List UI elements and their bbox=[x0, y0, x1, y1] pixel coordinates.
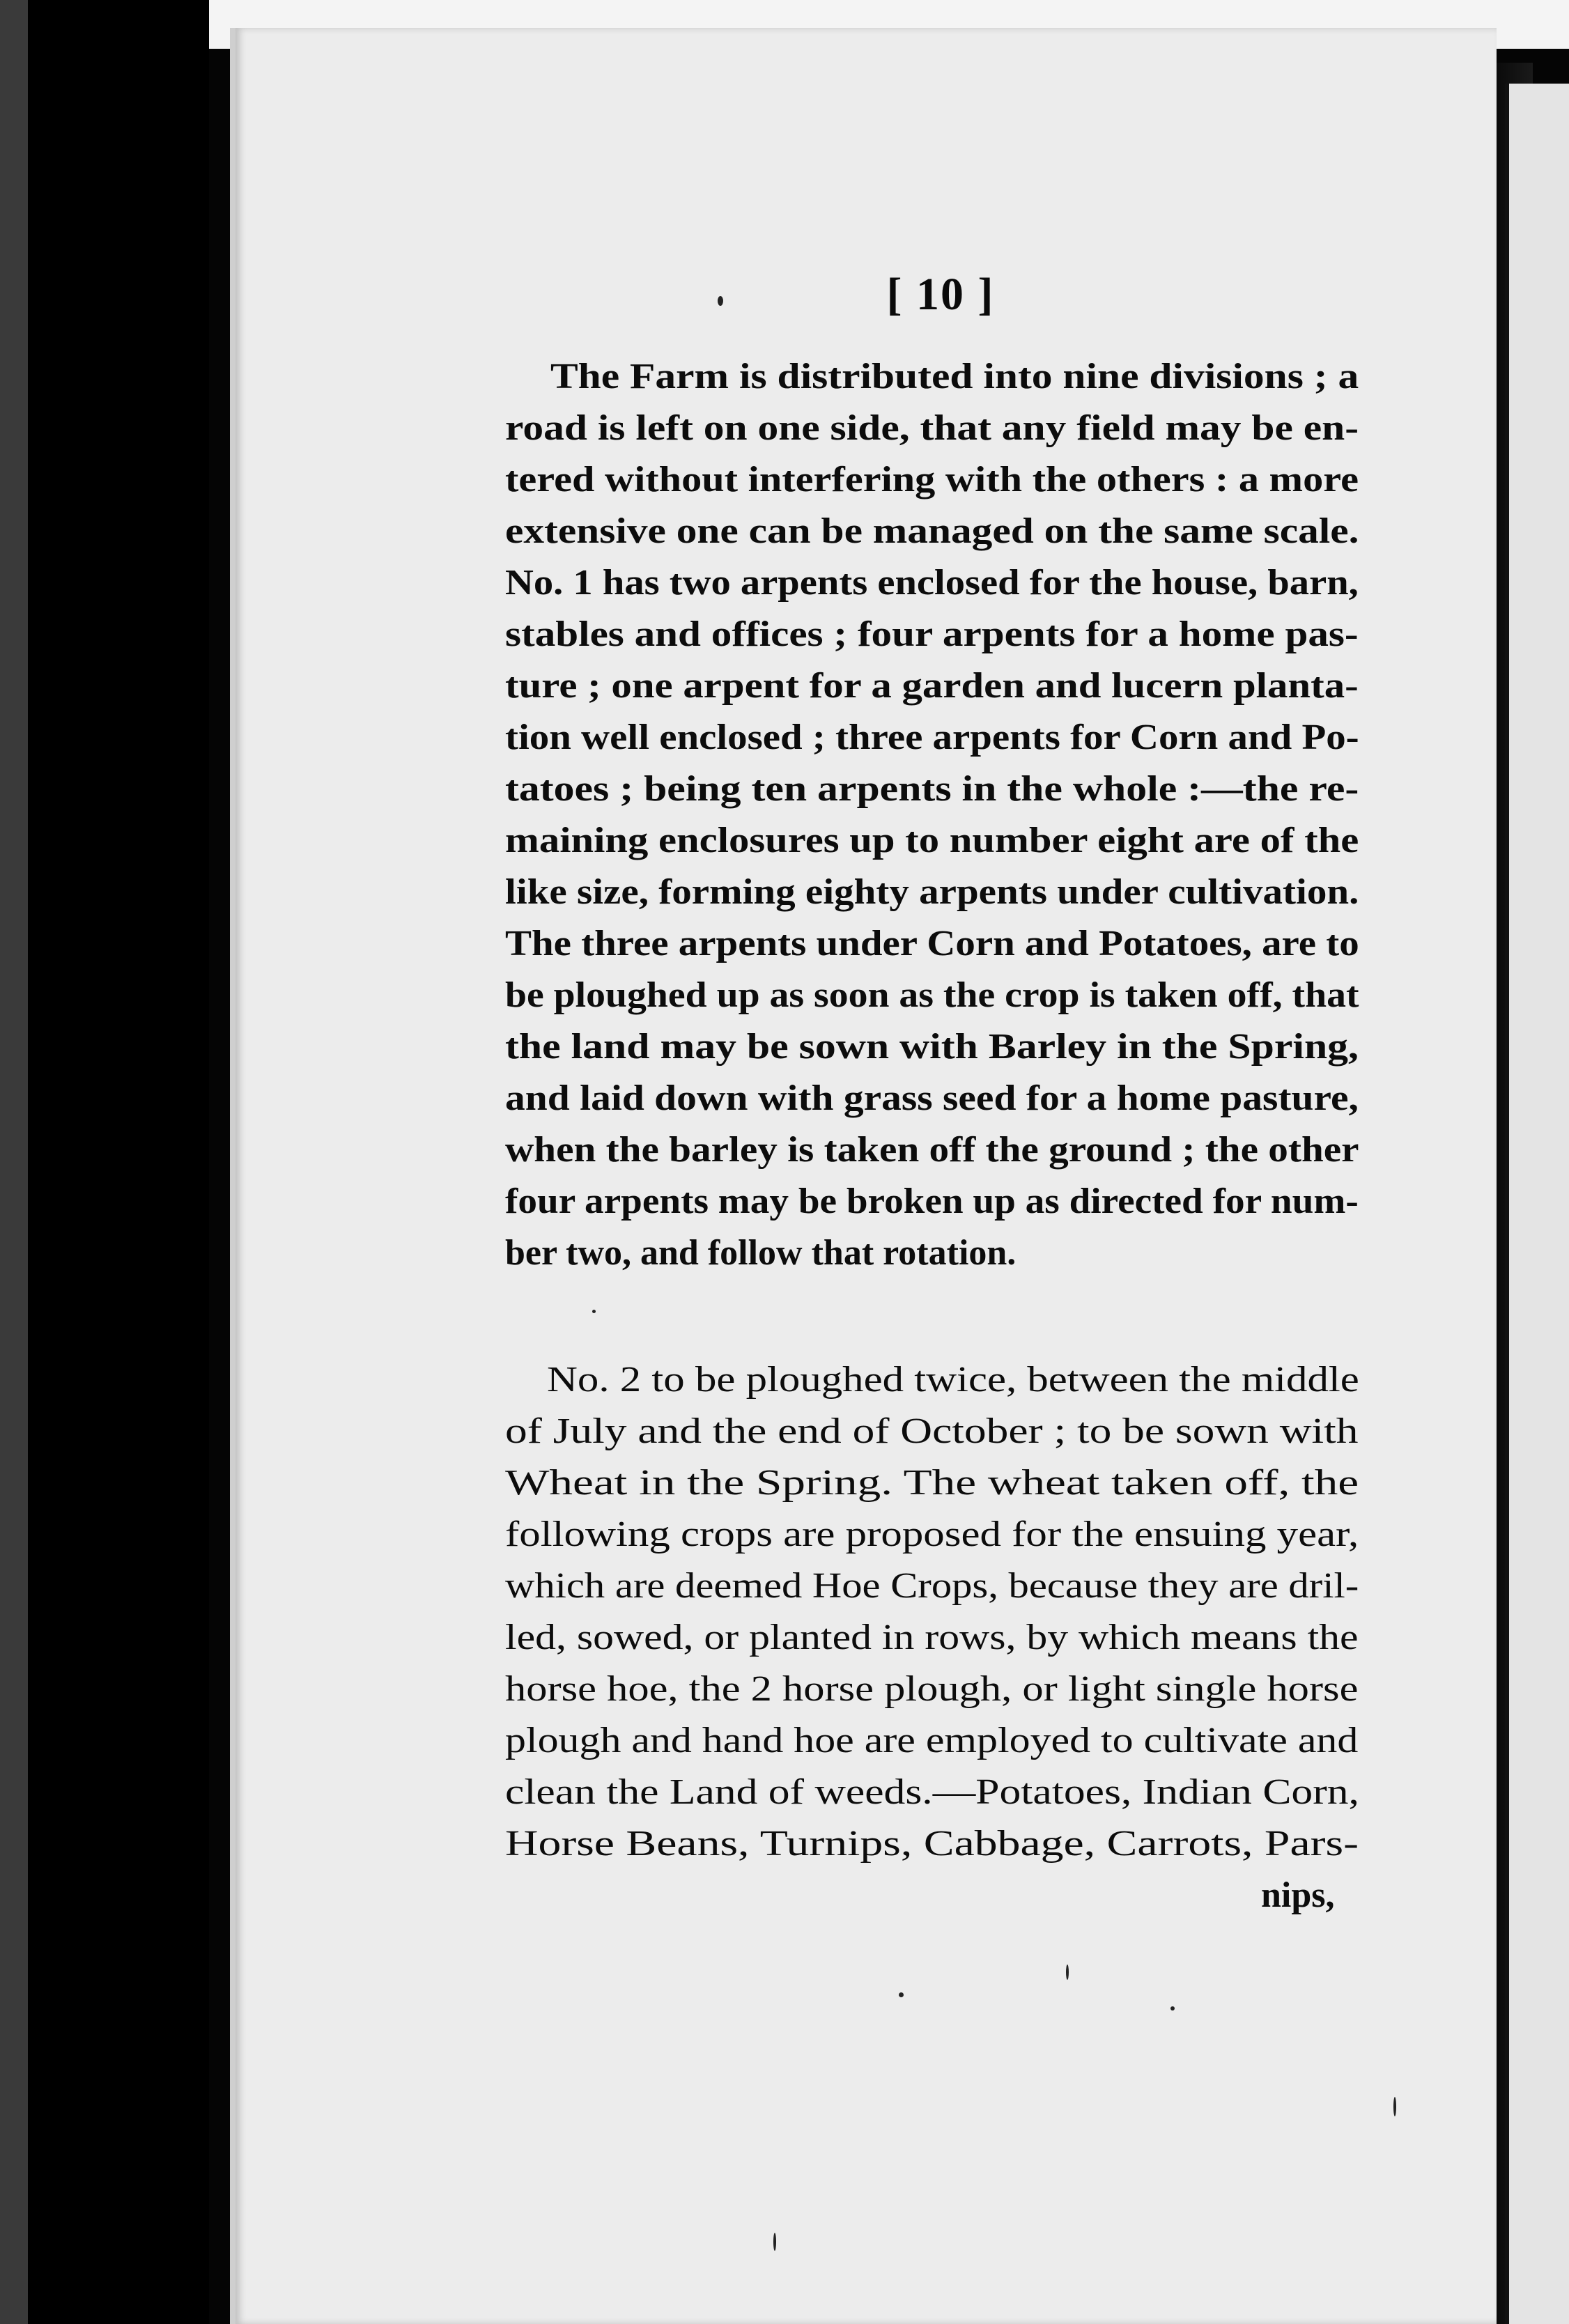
text-line: clean the Land of weeds.—Potatoes, Indian Corn, bbox=[505, 1772, 1359, 1812]
adjacent-page-edge bbox=[1505, 84, 1569, 2324]
text-line: tatoes ; being ten arpents in the whole :—the re- bbox=[505, 769, 1359, 809]
text-line: tered without interfering with the others : a more bbox=[505, 460, 1359, 499]
text-line: Horse Beans, Turnips, Cabbage, Carrots, Pars- bbox=[505, 1824, 1359, 1864]
left-edge-band bbox=[0, 0, 28, 2324]
text-line: of July and the end of October ; to be sown with bbox=[505, 1411, 1359, 1451]
text-line: be ploughed up as soon as the crop is taken off, that bbox=[505, 975, 1359, 1015]
text-line: ber two, and follow that rotation. bbox=[505, 1233, 1017, 1273]
text-line: following crops are proposed for the ensuing year, bbox=[505, 1515, 1359, 1554]
text-line: tion well enclosed ; three arpents for Corn and Po- bbox=[505, 718, 1359, 757]
text-line: The three arpents under Corn and Potatoes, are to bbox=[505, 924, 1359, 963]
page-number: [ 10 ] bbox=[886, 269, 995, 320]
text-line: when the barley is taken off the ground ; the other bbox=[505, 1130, 1359, 1170]
text-line: like size, forming eighty arpents under cultivation. bbox=[505, 872, 1359, 912]
text-line: Wheat in the Spring. The wheat taken off, the bbox=[505, 1463, 1359, 1503]
text-line: plough and hand hoe are employed to cultivate and bbox=[505, 1721, 1359, 1760]
text-line: No. 1 has two arpents enclosed for the house, barn, bbox=[505, 563, 1359, 603]
text-line: ture ; one arpent for a garden and lucern planta- bbox=[505, 666, 1359, 706]
text-line: which are deemed Hoe Crops, because they are dril- bbox=[505, 1566, 1359, 1606]
catchword: nips, bbox=[1261, 1875, 1335, 1915]
text-line: The Farm is distributed into nine divisions ; a bbox=[550, 357, 1359, 396]
text-line: and laid down with grass seed for a home pasture, bbox=[505, 1078, 1359, 1118]
left-scan-border bbox=[0, 0, 209, 2324]
text-line: No. 2 to be ploughed twice, between the middle bbox=[547, 1360, 1359, 1400]
text-line: horse hoe, the 2 horse plough, or light single horse bbox=[505, 1669, 1359, 1709]
text-line: extensive one can be managed on the same scale. bbox=[505, 511, 1359, 551]
text-line: road is left on one side, that any field may be en- bbox=[505, 408, 1359, 448]
text-line: stables and offices ; four arpents for a home pas- bbox=[505, 614, 1359, 654]
text-line: the land may be sown with Barley in the Spring, bbox=[505, 1027, 1359, 1067]
text-line: led, sowed, or planted in rows, by which means the bbox=[505, 1618, 1359, 1657]
text-line: maining enclosures up to number eight are of the bbox=[505, 821, 1359, 860]
text-line: four arpents may be broken up as directed for num- bbox=[505, 1182, 1359, 1221]
